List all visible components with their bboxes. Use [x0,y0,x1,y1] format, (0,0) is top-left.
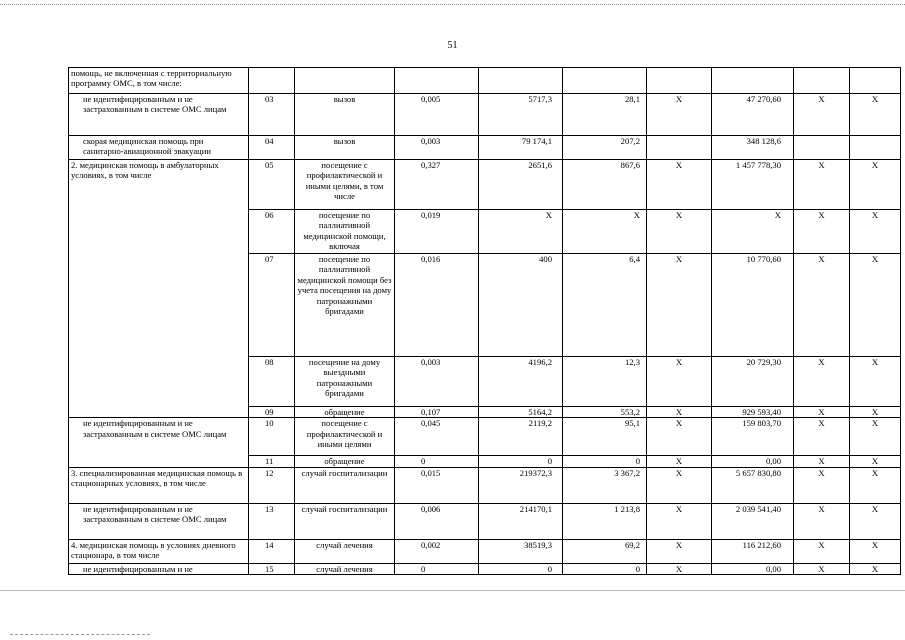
table-row [69,94,901,136]
col-7-value: X [647,563,712,574]
volume-norm [395,68,479,94]
col-10-value: X [850,407,901,418]
per-capita-cost: 28,1 [563,94,647,136]
per-capita-cost: X [563,210,647,254]
total-cost: 348 128,6 [712,136,794,160]
row-name: 4. медицинская помощь в условиях дневного стационара, в том числе [69,539,249,563]
unit-of-measure: случай лечения [295,539,395,563]
financing-table [68,67,901,575]
unit-cost [479,68,563,94]
unit-of-measure: случай госпитализации [295,503,395,539]
total-cost: X [712,210,794,254]
table-row [69,136,901,160]
col-7-value: X [647,94,712,136]
row-number [249,68,295,94]
total-cost: 5 657 830,80 [712,467,794,503]
volume-norm: 0,015 [395,467,479,503]
col-7-value: X [647,357,712,407]
per-capita-cost: 867,6 [563,160,647,210]
unit-of-measure: случай госпитализации [295,467,395,503]
total-cost: 929 593,40 [712,407,794,418]
col-7-value: X [647,407,712,418]
total-cost: 0,00 [712,563,794,574]
volume-norm: 0,002 [395,539,479,563]
scan-bottom-mark [10,634,150,635]
total-cost: 1 457 778,30 [712,160,794,210]
unit-cost: 79 174,1 [479,136,563,160]
total-cost: 159 803,70 [712,418,794,456]
unit-cost: 2651,6 [479,160,563,210]
row-name: скорая медицинская помощь при санитарно-авиационной эвакуации [69,136,249,160]
row-number: 13 [249,503,295,539]
volume-norm: 0,003 [395,357,479,407]
total-cost: 2 039 541,40 [712,503,794,539]
unit-of-measure: вызов [295,136,395,160]
per-capita-cost: 6,4 [563,254,647,357]
per-capita-cost: 12,3 [563,357,647,407]
total-cost [712,68,794,94]
col-9-value: X [794,357,850,407]
col-10-value: X [850,160,901,210]
per-capita-cost: 69,2 [563,539,647,563]
col-7-value [647,136,712,160]
unit-cost: 5717,3 [479,94,563,136]
table-row [69,418,901,456]
per-capita-cost: 0 [563,563,647,574]
row-name: не идентифицированным и не застрахованным в системе ОМС лицам [69,418,249,467]
row-name: 2. медицинская помощь в амбулаторных условиях, в том числе [69,160,249,418]
unit-of-measure: обращение [295,456,395,467]
col-9-value: X [794,467,850,503]
volume-norm: 0,016 [395,254,479,357]
per-capita-cost: 553,2 [563,407,647,418]
volume-norm: 0,006 [395,503,479,539]
col-9-value: X [794,160,850,210]
row-number: 04 [249,136,295,160]
col-10-value: X [850,539,901,563]
col-7-value: X [647,467,712,503]
col-9-value: X [794,418,850,456]
col-10-value: X [850,456,901,467]
unit-cost: X [479,210,563,254]
col-10-value: X [850,94,901,136]
col-10-value: X [850,563,901,574]
scan-top-edge [0,4,905,5]
unit-cost: 38519,3 [479,539,563,563]
col-10-value: X [850,254,901,357]
col-7-value: X [647,210,712,254]
volume-norm: 0,003 [395,136,479,160]
unit-cost: 0 [479,456,563,467]
row-number: 11 [249,456,295,467]
unit-cost: 2119,2 [479,418,563,456]
table-row [69,68,901,94]
total-cost: 20 729,30 [712,357,794,407]
col-9-value: X [794,456,850,467]
row-number: 06 [249,210,295,254]
col-10-value: X [850,503,901,539]
volume-norm: 0 [395,456,479,467]
table-row [69,539,901,563]
row-name: не идентифицированным и не застрахованным в системе ОМС лицам [69,94,249,136]
row-number: 15 [249,563,295,574]
row-number: 10 [249,418,295,456]
col-7-value: X [647,254,712,357]
col-9-value [794,136,850,160]
col-10-value: X [850,357,901,407]
unit-cost: 214170,1 [479,503,563,539]
table-row [69,563,901,574]
page-number: 51 [447,40,458,51]
unit-of-measure: посещение по паллиативной медицинской помощи без учета посещения на дому патронажными бригадами [295,254,395,357]
row-name: помощь, не включенная с территориальную программу ОМС, в том числе: [69,68,249,94]
unit-of-measure: посещение с профилактической и иными целями, в том числе [295,160,395,210]
per-capita-cost: 95,1 [563,418,647,456]
row-name: не идентифицированным и не застрахованным в системе ОМС лицам [69,503,249,539]
col-9-value: X [794,407,850,418]
row-number: 09 [249,407,295,418]
unit-cost: 0 [479,563,563,574]
unit-cost: 400 [479,254,563,357]
row-name: 3. специализированная медицинская помощь в стационарных условиях, в том числе [69,467,249,503]
col-9-value: X [794,254,850,357]
row-name: не идентифицированным и не [69,563,249,574]
col-10-value [850,136,901,160]
unit-of-measure: случай лечения [295,563,395,574]
col-7-value [647,68,712,94]
per-capita-cost [563,68,647,94]
row-number: 08 [249,357,295,407]
row-number: 14 [249,539,295,563]
volume-norm: 0,327 [395,160,479,210]
per-capita-cost: 1 213,8 [563,503,647,539]
unit-cost: 4196,2 [479,357,563,407]
unit-of-measure: обращение [295,407,395,418]
unit-of-measure: посещение с профилактической и иными целями [295,418,395,456]
col-9-value: X [794,503,850,539]
unit-of-measure [295,68,395,94]
col-10-value: X [850,418,901,456]
col-9-value [794,68,850,94]
scan-bottom-rule [0,590,905,591]
per-capita-cost: 3 367,2 [563,467,647,503]
total-cost: 47 270,60 [712,94,794,136]
col-9-value: X [794,539,850,563]
col-9-value: X [794,563,850,574]
unit-of-measure: посещение по паллиативной медицинской помощи, включая [295,210,395,254]
col-7-value: X [647,539,712,563]
table-row [69,467,901,503]
col-7-value: X [647,160,712,210]
volume-norm: 0 [395,563,479,574]
row-number: 03 [249,94,295,136]
volume-norm: 0,005 [395,94,479,136]
col-10-value: X [850,210,901,254]
col-7-value: X [647,503,712,539]
col-10-value [850,68,901,94]
table-row [69,160,901,210]
col-7-value: X [647,418,712,456]
unit-of-measure: вызов [295,94,395,136]
row-number: 07 [249,254,295,357]
table-row [69,503,901,539]
total-cost: 116 212,60 [712,539,794,563]
row-number: 12 [249,467,295,503]
unit-cost: 5164,2 [479,407,563,418]
per-capita-cost: 207,2 [563,136,647,160]
row-number: 05 [249,160,295,210]
volume-norm: 0,045 [395,418,479,456]
per-capita-cost: 0 [563,456,647,467]
volume-norm: 0,107 [395,407,479,418]
total-cost: 0,00 [712,456,794,467]
col-9-value: X [794,210,850,254]
col-7-value: X [647,456,712,467]
unit-of-measure: посещение на дому выездными патронажными бригадами [295,357,395,407]
volume-norm: 0,019 [395,210,479,254]
col-9-value: X [794,94,850,136]
unit-cost: 219372,3 [479,467,563,503]
total-cost: 10 770,60 [712,254,794,357]
col-10-value: X [850,467,901,503]
